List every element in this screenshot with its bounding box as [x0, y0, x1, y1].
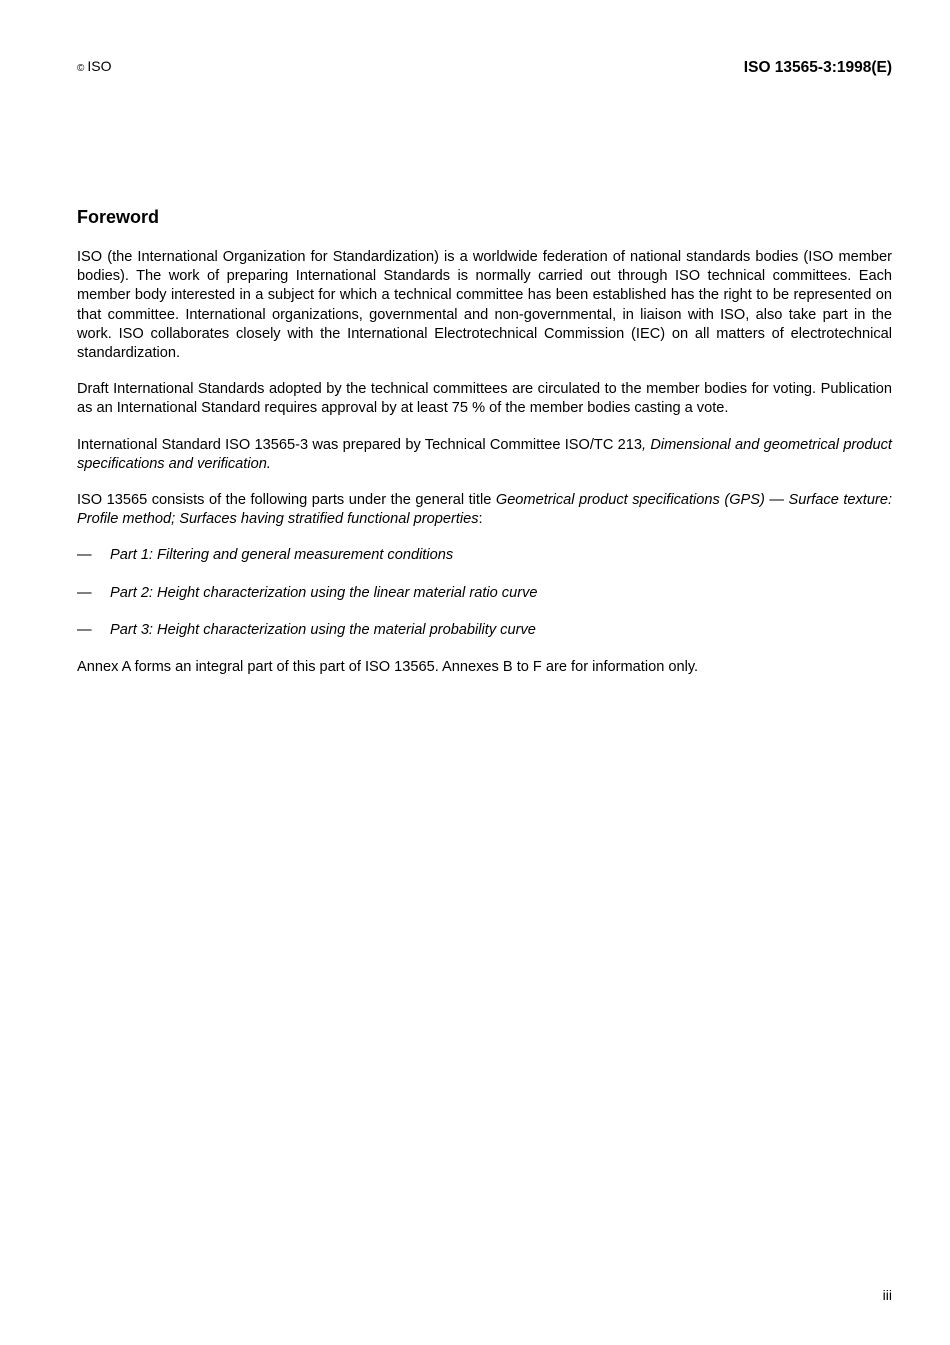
part-label: Part 1: Filtering and general measurement conditions [110, 547, 454, 564]
dash-bullet: — [77, 621, 92, 638]
part-label: Part 3: Height characterization using the material probability curve [110, 621, 536, 638]
paragraph-parts-intro [77, 491, 892, 529]
paragraph-draft-standards: Draft International Standards adopted by the technical committees are circulated to the member bodies for voting. Publication as an International Standard requires approval by at least 75 % of the member bodies casting a vote. [77, 381, 892, 417]
parts-intro-text: ISO 13565 consists of the following parts under the general title [77, 492, 496, 509]
document-body [77, 207, 892, 694]
paragraph-iso-intro: ISO (the International Organization for Standardization) is a worldwide federation of national standards bodies (ISO member bodies). The work of preparing International Standards is normally carried out through ISO technical committees. Each member body interested in a subject for which a technical committee has been established has the right to be represented on that committee. International organizations, governmental and non-governmental, in liaison with ISO, also take part in the work. ISO collaborates closely with the International Electrotechnical Commission (IEC) on all matters of electrotechnical standardization. [77, 249, 892, 362]
publisher-name: ISO [87, 58, 112, 74]
preparation-text: International Standard ISO 13565-3 was prepared by Technical Committee ISO/TC 213 [77, 436, 643, 453]
committee-title: , Dimensional and geometrical product specifications and verification. [77, 436, 892, 472]
parts-list [77, 546, 892, 640]
part-label: Part 2: Height characterization using the linear material ratio curve [110, 584, 538, 601]
copyright-symbol: © [77, 63, 85, 74]
list-item [77, 584, 892, 603]
standard-id: ISO 13565-3:1998(E) [743, 59, 892, 76]
list-item [77, 546, 892, 565]
page-number: iii [882, 1287, 892, 1303]
paragraph-annexes: Annex A forms an integral part of this part of ISO 13565. Annexes B to F are for information only. [77, 659, 699, 676]
dash-bullet: — [77, 584, 92, 601]
dash-bullet: — [77, 547, 92, 564]
list-item [77, 621, 892, 640]
parts-intro-colon: : [478, 511, 483, 528]
general-title: Geometrical product specifications (GPS) — Surface texture: Profile method; Surfaces having stratified functional properties [77, 492, 892, 528]
header-copyright [77, 58, 112, 74]
section-title: Foreword [77, 207, 160, 227]
paragraph-preparation [77, 436, 892, 474]
